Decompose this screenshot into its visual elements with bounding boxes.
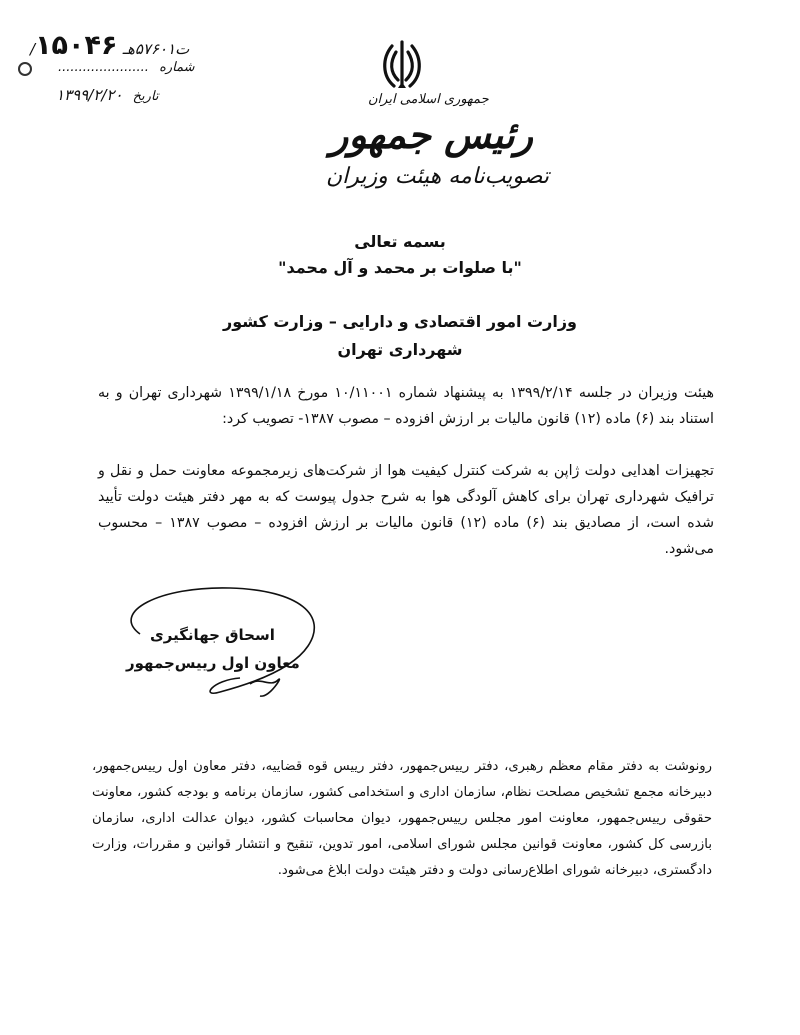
country-name: جمهوری اسلامی ایران bbox=[368, 92, 489, 107]
addressee-ministries: وزارت امور اقتصادی و دارایی – وزارت کشور bbox=[223, 312, 577, 331]
date-field bbox=[56, 86, 159, 104]
basmala: بسمه تعالی bbox=[354, 232, 446, 251]
number-field bbox=[58, 60, 195, 75]
date-value: ۱۳۹۹/۲/۲۰ bbox=[56, 86, 123, 104]
iran-emblem-icon bbox=[378, 38, 426, 92]
office-title: رئیس جمهور bbox=[330, 112, 534, 157]
body-paragraph-2: تجهیزات اهدایی دولت ژاپن به شرکت کنترل کیفیت هوا از شرکت‌های زیرمجموعه معاونت حمل و نقل و ترافیک شهرداری تهران برای کاهش آلودگی هوا به شرح جدول پیوست که به مهر دفتر هیئت دولت تأیید شده است، از مصادیق بند (۶) ماده (۱۲) قانون مالیات بر ارزش افزوده – مصوب ۱۳۸۷ – محسوب می‌شود. bbox=[98, 463, 715, 557]
date-label: تاریخ bbox=[132, 89, 159, 104]
serial-big: ۱۵۰۴۶ bbox=[35, 30, 118, 61]
decree-type: تصویب‌نامه هیئت وزیران bbox=[326, 164, 549, 189]
number-label: شماره bbox=[159, 60, 195, 75]
punch-hole-icon bbox=[18, 62, 32, 76]
copies-list: رونوشت به دفتر مقام معظم رهبری، دفتر رییس‌جمهور، دفتر رییس قوه قضاییه، دفتر معاون اول رییس‌جمهور، دبیرخانه مجمع تشخیص مصلحت نظام، سازمان اداری و استخدامی کشور، سازمان برنامه و بودجه کشور، معاونت حقوقی رییس‌جمهور، معاونت امور مجلس رییس‌جمهور، دیوان محاسبات کشور، دیوان عدالت اداری، سازمان بازرسی کل کشور، معاونت قوانین مجلس شورای اسلامی، امور تدوین، تنقیح و انتشار قوانین و مقررات، وزارت دادگستری، دبیرخانه شورای اطلاع‌رسانی دولت و دفتر هیئت دولت ابلاغ می‌شود. bbox=[92, 759, 712, 878]
addressee-municipality: شهرداری تهران bbox=[337, 340, 463, 359]
number-dots: ...................... bbox=[58, 60, 149, 75]
signer-title: معاون اول رییس‌جمهور bbox=[126, 654, 300, 672]
serial-number bbox=[30, 30, 199, 61]
serial-small: /ت۵۷۶۰۱هـ bbox=[30, 40, 190, 58]
body-paragraph-1: هیئت وزیران در جلسه ۱۳۹۹/۲/۱۴ به پیشنهاد شماره ۱۰/۱۱۰۰۱ مورخ ۱۳۹۹/۱/۱۸ شهرداری تهران و به استناد بند (۶) ماده (۱۲) قانون مالیات بر ارزش افزوده – مصوب ۱۳۸۷- تصویب کرد: bbox=[98, 385, 715, 427]
salawat: "با صلوات بر محمد و آل محمد" bbox=[278, 258, 522, 277]
signer-name: اسحاق جهانگیری bbox=[150, 626, 275, 644]
